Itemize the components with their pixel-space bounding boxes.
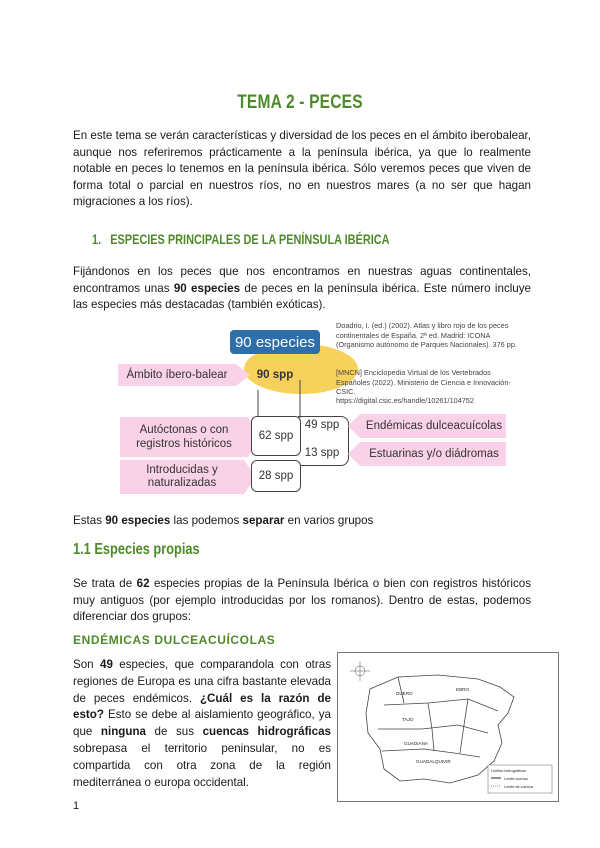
- native-label: Autóctonas o con registros históricos: [136, 424, 232, 450]
- map-legend-2: Límite cuenca: [504, 777, 528, 781]
- scope-count: 90 spp: [256, 369, 294, 381]
- map-label-guadiana: GUADIANA: [404, 741, 428, 746]
- estuarine-label: Estuarinas y/o diádromas: [369, 448, 499, 460]
- text: Se trata de: [73, 577, 137, 590]
- map-label-guadalquivir: GUADALQUIVIR: [416, 759, 451, 764]
- reference-mncn: [MNCN] Enciclopedia Virtual de los Vertebrados Españoles (2022). Ministerio de Ciencia e Innovación-CSIC.: [336, 368, 511, 397]
- paragraph-endemic: [73, 657, 331, 791]
- text: en varios grupos: [284, 514, 374, 527]
- reference-doadrio: Doadrio, I. (ed.) (2002). Atlas y libro rojo de los peces continentales de España. 2ª ed. Madrid: ICONA (Organismo autónomo de Parques Nacionales). 376 pp.: [336, 321, 517, 350]
- text: especies, que comparandola con otras regiones de Europa es una cifra bastante elevada de peces endémicos.: [73, 658, 331, 705]
- introduced-count: 28 spp: [251, 460, 301, 492]
- text: Son: [73, 658, 100, 671]
- total-species-label: 90 especies: [230, 330, 320, 354]
- bold-text: 62: [136, 577, 150, 590]
- endemic-label: Endémicas dulceacuícolas: [365, 420, 503, 432]
- text: sobrepasa el territorio peninsular, no es compartida con otra zona de la región mediterránea o europa occidental.: [73, 741, 331, 789]
- section-1-number: 1.: [92, 231, 102, 247]
- native-count: 62 spp: [251, 416, 301, 456]
- introduced-label: Introducidas y naturalizadas: [146, 464, 218, 489]
- endemic-count: 49 spp: [304, 419, 340, 431]
- bold-text: separar: [242, 514, 285, 527]
- map-legend-1: Límites hidrográficos: [491, 769, 527, 773]
- iberia-map-drawing: [338, 653, 558, 801]
- map-label-ebro: EBRO: [456, 687, 470, 692]
- hydrographic-basins-map: [337, 652, 559, 802]
- bold-text: cuencas hidrográficas: [202, 725, 331, 739]
- section-1-1-heading: 1.1 Especies propias: [73, 541, 200, 558]
- text: Fijándonos en los peces que nos encontramos en nuestras aguas continentales, encontramos unas: [73, 265, 531, 295]
- paragraph-62-species: [73, 576, 531, 626]
- section-1-heading: [92, 231, 390, 247]
- reference-url: https://digital.csic.es/handle/10261/104752: [336, 396, 474, 405]
- section-1-title: ESPECIES PRINCIPALES DE LA PENÍNSULA IBÉRICA: [110, 231, 390, 247]
- bold-text: 49: [100, 658, 113, 671]
- endemic-heading: ENDÉMICAS DULCEACUÍCOLAS: [73, 633, 276, 647]
- text: Esto se debe al aislamiento geográfico, ya que: [73, 708, 331, 739]
- bold-text: ninguna: [100, 725, 146, 739]
- map-legend-3: Límite de cuenca: [504, 785, 533, 789]
- species-diagram: [118, 318, 518, 494]
- bold-text: 90 especies: [173, 281, 241, 295]
- page-title: TEMA 2 - PECES: [237, 92, 363, 113]
- estuarine-count: 13 spp: [304, 447, 340, 459]
- text: de peces en la península ibérica. Este número incluye las especies más destacadas (también exóticas).: [73, 281, 532, 311]
- bold-text: 90 especies: [105, 514, 171, 527]
- bold-text: ¿Cuál es la razón de esto?: [73, 691, 331, 722]
- page-number: 1: [73, 800, 80, 812]
- text: de sus: [146, 725, 203, 739]
- map-label-duero: DUERO: [396, 691, 413, 696]
- text: especies propias de la Península Ibérica o bien con registros históricos muy antiguos (por ejemplo introducidas por los romanos). Dentro de estas, podemos diferenciar dos grupos:: [73, 577, 531, 623]
- intro-paragraph: En este tema se verán características y diversidad de los peces en el ámbito iberobalear, aunque nos referiremos prácticamente a la península ibérica, ya que lo realmente notable en peces lo tenemos en la península ibérica. Sólo veremos peces que viven de forma total o parcial en nuestros ríos, no en nuestros mares (a no ser que hagan migraciones a los ríos).: [73, 129, 531, 208]
- map-label-tajo: TAJO: [402, 717, 414, 722]
- text: Estas: [73, 514, 106, 527]
- paragraph-groups: [73, 513, 531, 530]
- scope-label: Ámbito íbero-balear: [126, 369, 228, 381]
- text: las podemos: [170, 514, 243, 527]
- paragraph-90-species: [73, 264, 531, 314]
